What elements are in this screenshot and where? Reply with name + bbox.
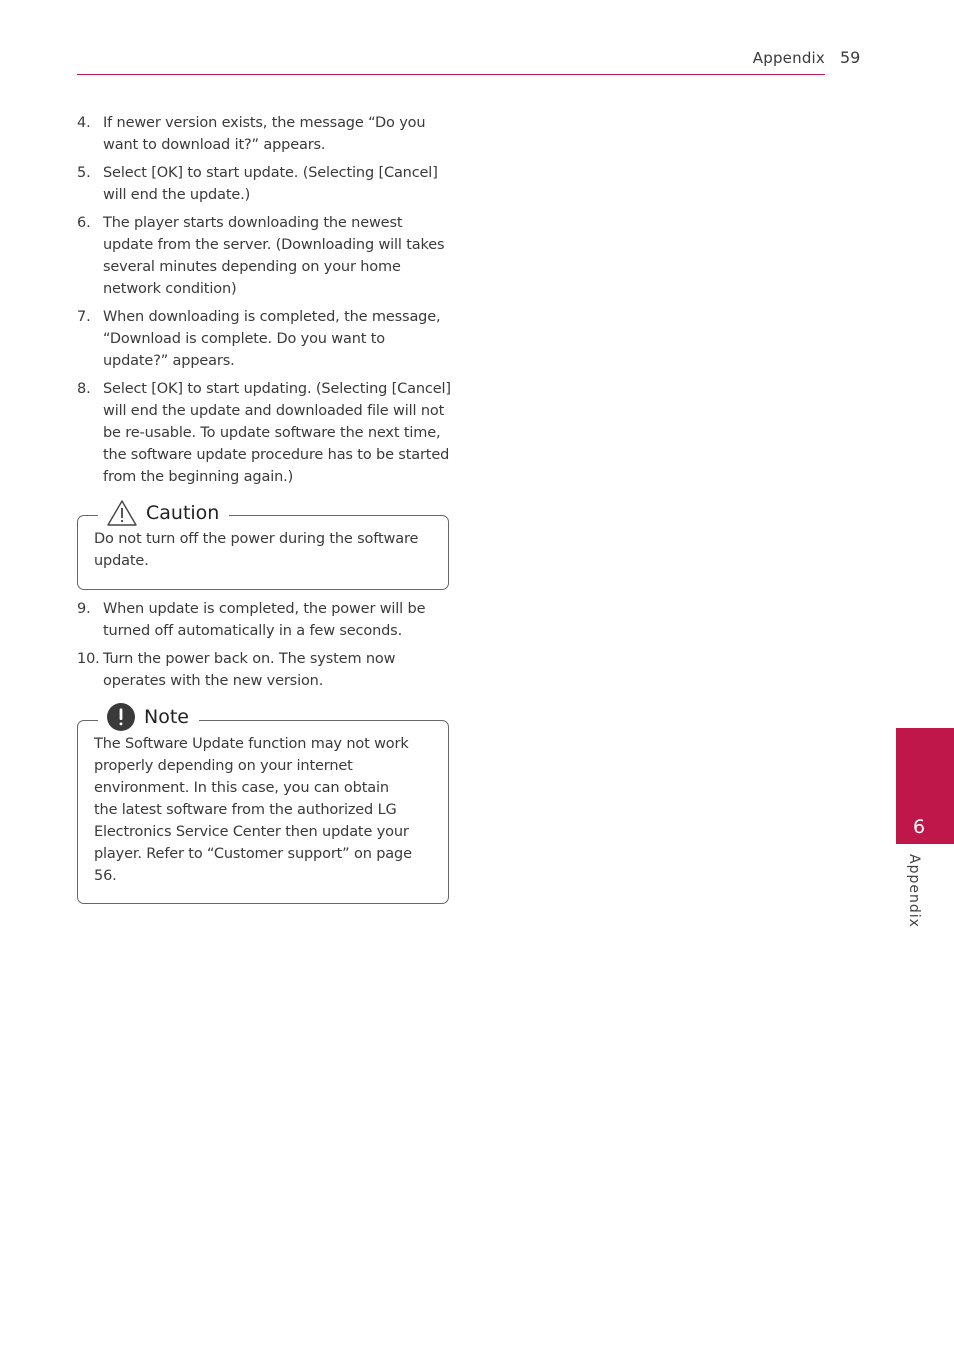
- list-item: [77, 648, 453, 692]
- caution-label: Caution: [146, 502, 220, 524]
- step-text: If newer version exists, the message “Do you want to download it?” appears.: [103, 115, 426, 153]
- list-item: [77, 212, 453, 300]
- steps-list-first: [77, 112, 453, 494]
- note-label: Note: [144, 706, 189, 728]
- steps-list-second: [77, 598, 453, 698]
- step-number: 9.: [77, 601, 91, 617]
- chapter-tab: [896, 728, 954, 844]
- caution-text: Do not turn off the power during the software update.: [94, 531, 419, 569]
- chapter-number: 6: [912, 816, 926, 838]
- step-text: The player starts downloading the newest update from the server. (Downloading will takes several minutes depending on your home network condition): [103, 215, 445, 297]
- step-text: When downloading is completed, the message, “Download is complete. Do you want to update?” appears.: [103, 309, 441, 369]
- list-item: [77, 112, 453, 156]
- step-number: 8.: [77, 381, 91, 397]
- step-number: 6.: [77, 215, 91, 231]
- step-number: 5.: [77, 165, 91, 181]
- step-text: Select [OK] to start update. (Selecting [Cancel] will end the update.): [103, 165, 438, 203]
- list-item: [77, 306, 453, 372]
- chapter-label: Appendix: [906, 854, 922, 928]
- note-box: [77, 720, 449, 904]
- list-item: [77, 162, 453, 206]
- step-number: 7.: [77, 309, 91, 325]
- caution-heading: [98, 498, 229, 528]
- step-text: When update is completed, the power will be turned off automatically in a few seconds.: [103, 601, 426, 639]
- header-divider: [77, 74, 825, 75]
- step-number: 4.: [77, 115, 91, 131]
- exclamation-circle-icon: [106, 702, 144, 732]
- page-number: 59: [840, 48, 861, 67]
- note-heading: [98, 702, 199, 732]
- step-number: 10.: [77, 651, 100, 667]
- step-text: Turn the power back on. The system now operates with the new version.: [103, 651, 396, 689]
- list-item: [77, 378, 453, 488]
- note-text: The Software Update function may not work properly depending on your internet environment. In this case, you can obtain the latest software from the authorized LG Electronics Service Center then update your player. Refer to “Customer support” on page 56.: [94, 736, 412, 884]
- running-header-section: Appendix: [752, 49, 825, 67]
- list-item: [77, 598, 453, 642]
- warning-triangle-icon: [106, 499, 146, 527]
- step-text: Select [OK] to start updating. (Selecting [Cancel] will end the update and downloaded file will not be re-usable. To update software the next time, the software update procedure has to be started from the beginning again.): [103, 381, 451, 485]
